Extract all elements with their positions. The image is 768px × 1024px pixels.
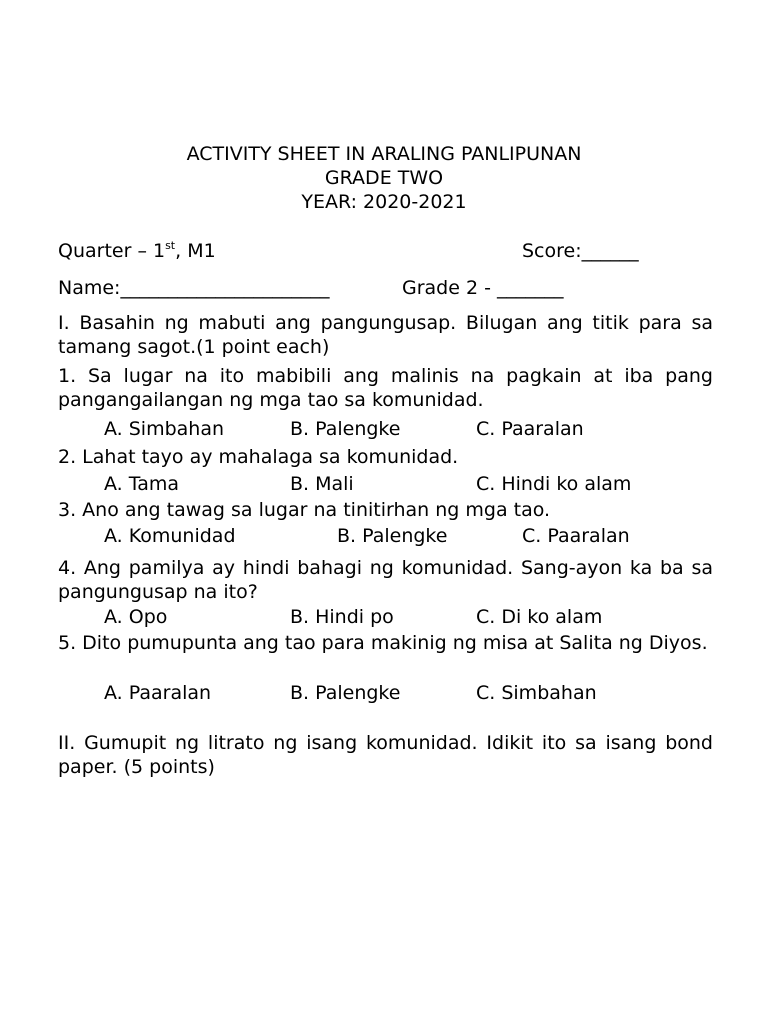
question-2: 2. Lahat tayo ay mahalaga sa komunidad. xyxy=(58,446,459,468)
school-year: YEAR: 2020-2021 xyxy=(301,191,467,213)
question-3-option-b: B. Palengke xyxy=(337,525,448,547)
quarter-prefix: Quarter – 1 xyxy=(58,240,166,262)
name-field: Name:______________________ xyxy=(58,277,330,299)
question-2-option-b: B. Mali xyxy=(290,473,354,495)
question-4-option-b: B. Hindi po xyxy=(290,606,394,628)
question-2-option-a: A. Tama xyxy=(104,473,179,495)
question-1-option-a: A. Simbahan xyxy=(104,418,225,440)
question-1: 1. Sa lugar na ito mabibili ang malinis na pagkain at iba pang pangangailangan ng mga tao sa komunidad. xyxy=(58,365,713,411)
question-4-option-c: C. Di ko alam xyxy=(476,606,603,628)
question-3-option-a: A. Komunidad xyxy=(104,525,236,547)
question-2-option-c: C. Hindi ko alam xyxy=(476,473,632,495)
quarter-superscript: st xyxy=(165,238,176,252)
question-1-option-b: B. Palengke xyxy=(290,418,401,440)
question-5-option-b: B. Palengke xyxy=(290,682,401,704)
score-field: Score:______ xyxy=(522,240,639,262)
sheet-title: ACTIVITY SHEET IN ARALING PANLIPUNAN xyxy=(186,143,582,165)
part1-instruction: I. Basahin ng mabuti ang pangungusap. Bilugan ang titik para sa tamang sagot.(1 point each) xyxy=(58,312,713,358)
grade-heading: GRADE TWO xyxy=(324,167,444,189)
question-5-option-a: A. Paaralan xyxy=(104,682,212,704)
question-3-option-c: C. Paaralan xyxy=(522,525,630,547)
question-5-option-c: C. Simbahan xyxy=(476,682,597,704)
question-5: 5. Dito pumupunta ang tao para makinig ng misa at Salita ng Diyos. xyxy=(58,632,708,654)
question-1-option-c: C. Paaralan xyxy=(476,418,584,440)
quarter-label xyxy=(58,239,216,263)
question-3: 3. Ano ang tawag sa lugar na tinitirhan ng mga tao. xyxy=(58,499,551,521)
grade-section-field: Grade 2 - _______ xyxy=(402,277,564,299)
question-4-option-a: A. Opo xyxy=(104,606,168,628)
quarter-suffix: , M1 xyxy=(175,240,216,262)
part2-instruction: II. Gumupit ng litrato ng isang komunidad. Idikit ito sa isang bond paper. (5 points) xyxy=(58,732,713,778)
question-4: 4. Ang pamilya ay hindi bahagi ng komunidad. Sang-ayon ka ba sa pangungusap na ito? xyxy=(58,557,713,603)
